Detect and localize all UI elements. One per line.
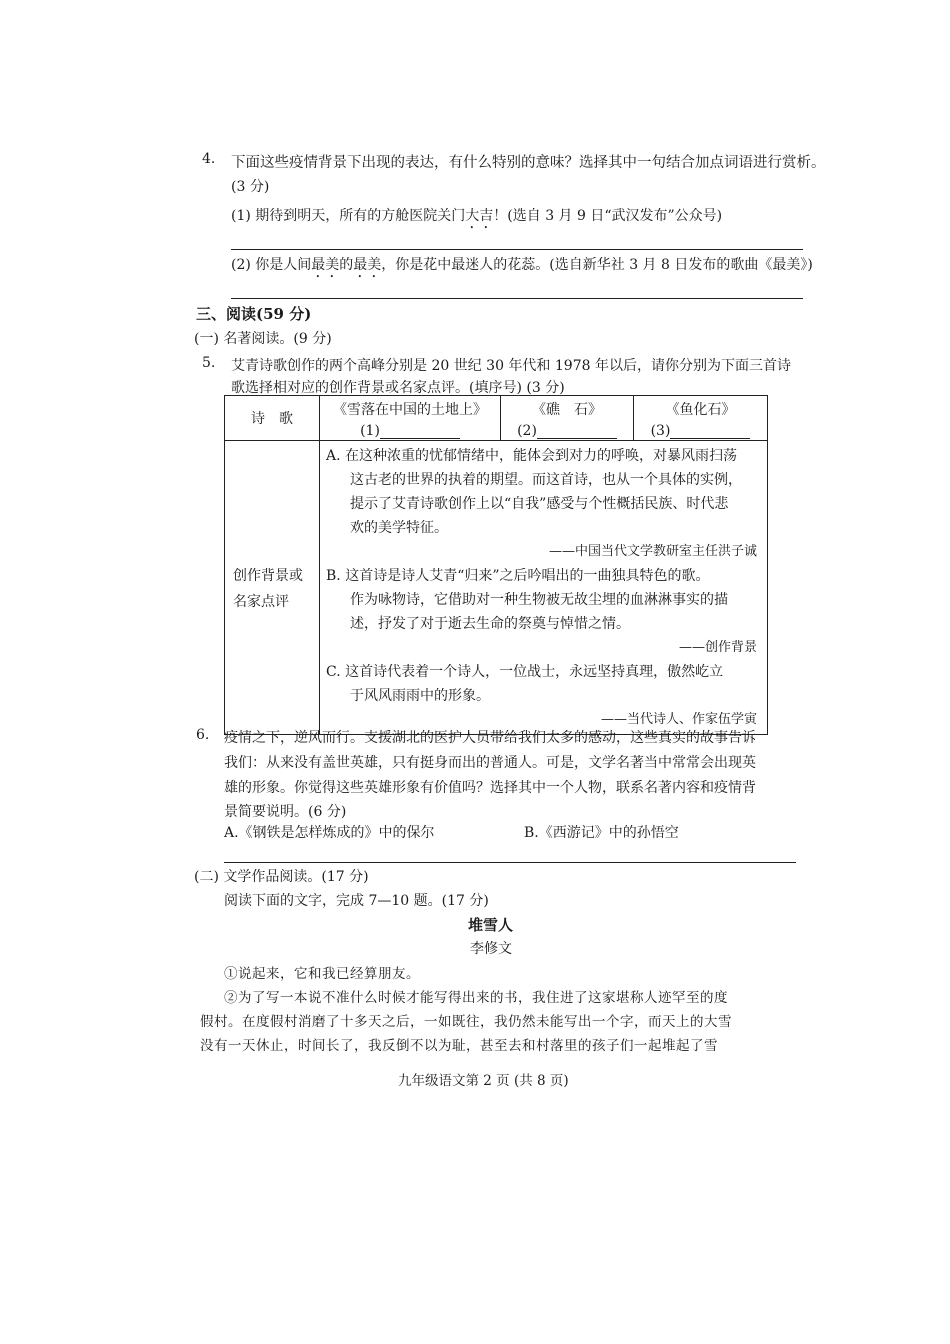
reviews-list — [326, 444, 763, 732]
section3-title: 三、阅读(59 分) — [196, 305, 312, 323]
q6-answer-line[interactable] — [224, 862, 796, 863]
story-paragraph-1: ①说起来，它和我已经算朋友。 — [224, 966, 420, 982]
q6-option-a: A.《钢铁是怎样炼成的》中的保尔 — [224, 825, 435, 841]
review-C-line1: C. 这首诗代表着一个诗人，一位战士，永远坚持真理，傲然屹立 — [326, 664, 724, 680]
review-B-line1: B. 这首诗是诗人艾青“归来”之后吟唱出的一曲独具特色的歌。 — [326, 568, 710, 584]
poem-num-2: (2) — [517, 423, 537, 439]
table-row-label-2: 名家点评 — [233, 593, 289, 610]
story-paragraph-2-line1: ②为了写一本说不准什么时候才能写得出来的书，我住进了这家堪称人迹罕至的度 — [224, 990, 728, 1006]
table-head-label-cell — [225, 396, 320, 441]
review-B-line3: 述，抒发了对于逝去生命的祭奠与悼惜之情。 — [350, 616, 630, 632]
review-A-signature: ——中国当代文学教研室主任洪子诚 — [548, 544, 757, 559]
poem-answer-blank-1[interactable] — [380, 424, 460, 439]
story-title: 堆雪人 — [468, 916, 514, 934]
q4-s2-text-c: ，你是花中最迷人的花蕊。(选自新华社 3 月 8 日发布的歌曲《最美》) — [381, 257, 813, 273]
q4-s1-dotted-word: 大吉 — [465, 208, 494, 224]
poem-col-3 — [633, 396, 767, 440]
story-author: 李修文 — [470, 941, 512, 957]
q4-prompt-line2: (3 分) — [231, 179, 270, 195]
poem-title-3: 《鱼化石》 — [665, 402, 736, 418]
q4-answer-line-2[interactable] — [231, 298, 803, 299]
poem-col-2 — [500, 396, 633, 440]
q6-number: 6. — [196, 727, 210, 743]
q6-prompt-line2: 我们：从来没有盖世英雄，只有挺身而出的普通人。可是，文学名著当中常常会出现英 — [224, 755, 756, 771]
review-A-line3: 提示了艾青诗歌创作上以“自我”感受与个性概括民族、时代悲 — [350, 496, 729, 512]
q4-s2-dotted-word-2: 最美 — [353, 257, 382, 273]
q5-prompt-line1: 艾青诗歌创作的两个高峰分别是 20 世纪 30 年代和 1978 年以后，请你分别为下面三首诗 — [231, 358, 791, 374]
poem-matching-table — [224, 395, 768, 735]
poem-title-1: 《雪落在中国的土地上》 — [333, 402, 487, 418]
table-row-label-cell — [225, 441, 320, 735]
review-A-line2: 这古老的世界的执着的期望。而这首诗，也从一个具体的实例， — [350, 472, 742, 488]
poem-answer-blank-2[interactable] — [537, 424, 617, 439]
q4-answer-line-1[interactable] — [231, 249, 803, 250]
story-paragraph-2-line3: 没有一天休止，时间长了，我反倒不以为耻，甚至去和村落里的孩子们一起堆起了雪 — [200, 1038, 718, 1054]
q5-prompt-line2: 歌选择相对应的创作背景或名家点评。(填序号) (3 分) — [231, 380, 565, 396]
q4-sentence-2 — [231, 254, 813, 281]
q5-number: 5. — [202, 355, 216, 371]
table-row-label-1: 创作背景或 — [233, 567, 303, 584]
q4-sentence-1 — [231, 205, 722, 232]
q4-s1-text-a: (1) 期待到明天，所有的方舱医院关门 — [231, 208, 466, 224]
q6-prompt-line3: 雄的形象。你觉得这些英雄形象有价值吗？选择其中一个人物，联系名著内容和疫情背 — [224, 780, 756, 796]
review-B-line2: 作为咏物诗，它借助对一种生物被无故尘埋的血淋淋事实的描 — [350, 592, 728, 608]
table-reviews-cell — [320, 441, 768, 735]
q4-s2-text-a: (2) 你是人间 — [231, 257, 312, 273]
q4-s2-dotted-word-1: 最美 — [311, 257, 340, 273]
poem-answer-blank-3[interactable] — [670, 424, 750, 439]
review-A-line1: A. 在这种浓重的忧郁情绪中，能体会到对力的呼唤，对暴风雨扫荡 — [326, 448, 738, 464]
review-B-signature: ——创作背景 — [678, 640, 757, 655]
review-C-line2: 于风风雨雨中的形象。 — [350, 688, 490, 704]
poem-num-1: (1) — [360, 423, 380, 439]
page-footer: 九年级语文第 2 页 (共 8 页) — [398, 1073, 569, 1089]
poem-num-3: (3) — [650, 423, 671, 439]
section3-sub2: (二) 文学作品阅读。(17 分) — [194, 869, 369, 885]
q6-prompt-line4: 景简要说明。(6 分) — [224, 804, 347, 820]
review-A-line4: 欢的美学特征。 — [350, 520, 448, 536]
reading-instruction: 阅读下面的文字，完成 7—10 题。(17 分) — [224, 893, 489, 909]
review-C-signature: ——当代诗人、作家伍学寅 — [600, 712, 757, 727]
q4-number: 4. — [202, 151, 216, 167]
poem-col-1 — [320, 396, 500, 440]
table-poems-cell — [320, 396, 768, 441]
table-head-label: 诗 歌 — [251, 411, 293, 427]
q6-option-b: B.《西游记》中的孙悟空 — [524, 825, 679, 841]
story-paragraph-2-line2: 假村。在度假村消磨了十多天之后，一如既往，我仍然未能写出一个字，而天上的大雪 — [200, 1014, 732, 1030]
q4-s1-text-b: ！(选自 3 月 9 日“武汉发布”公众号) — [493, 208, 723, 224]
q4-s2-text-b: 的 — [339, 257, 354, 273]
poem-title-2: 《礁 石》 — [532, 402, 602, 418]
section3-sub1: (一) 名著阅读。(9 分) — [194, 331, 332, 347]
q4-prompt-line1: 下面这些疫情背景下出现的表达，有什么特别的意味？选择其中一句结合加点词语进行赏析。 — [231, 155, 826, 171]
q6-prompt-line1: 疫情之下，逆风而行。支援湖北的医护人员带给我们太多的感动，这些真实的故事告诉 — [224, 730, 756, 746]
